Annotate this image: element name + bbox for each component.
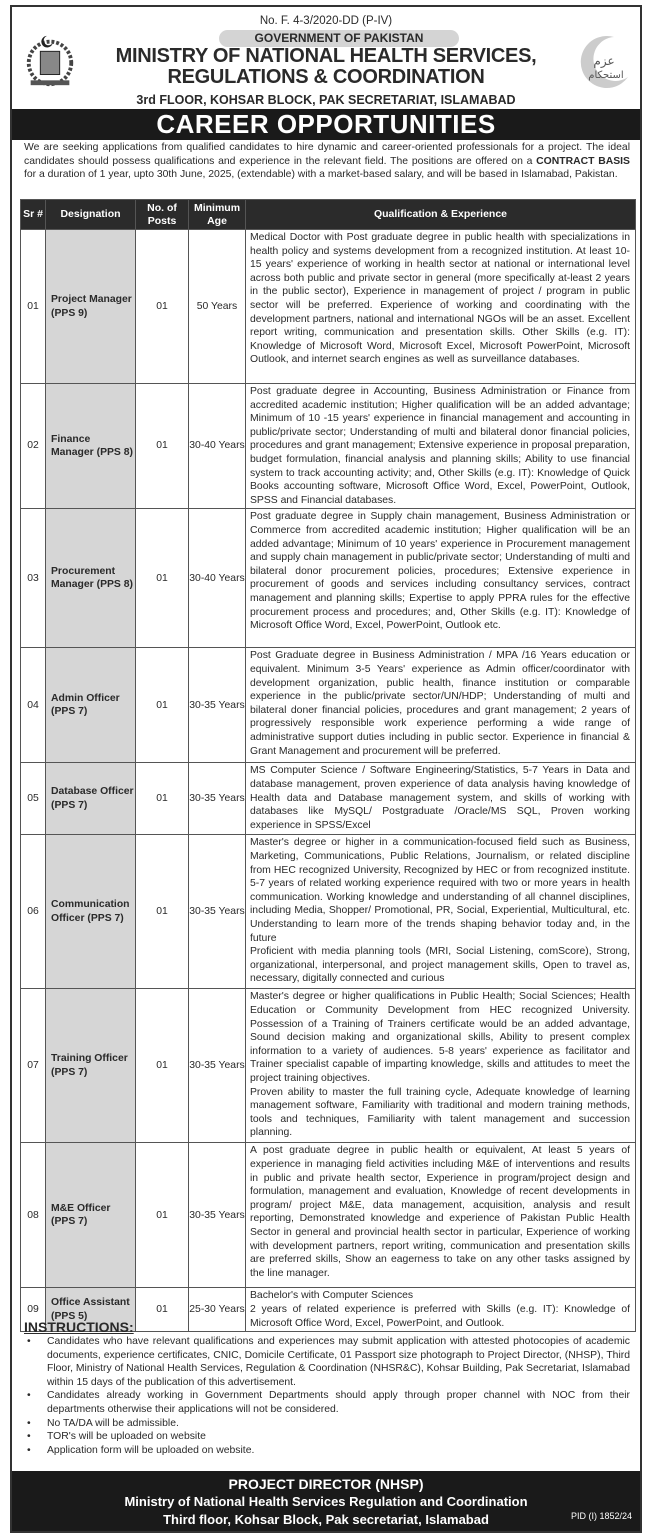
ministry-name	[12, 46, 640, 88]
table-row	[21, 230, 636, 384]
instruction-item: • Candidates already working in Government Departments should apply through proper channel with NOC from their departments otherwise their applications will not be considered.	[24, 1389, 630, 1416]
qualification-cell: Post graduate degree in Accounting, Business Administration or Finance from accredited academic institution; Higher qualification will be an added advantage; Minimum of 10 -15 years' experience in financial management and accounting in public/private sector; Understanding of multi and bilateral donor financial policies, procedures and grant management; Extensive experience in proposal preparation, budget formulation, financial analysis and planning skills; Ability to use financial system to track accounting activity; and, Other Skills (e.g. IT): Knowledge of Quick Books accounting software, Microsoft Office Word, Excel, PowerPoint, Outlook, SPSS and Financial databases.	[246, 384, 636, 509]
age-cell: 30-35 Years	[189, 989, 246, 1143]
footer-address: Third floor, Kohsar Block, Pak secretariat, Islamabad	[163, 1512, 489, 1527]
qualification-cell: Master's degree or higher qualifications in Public Health; Social Sciences; Health Education or Community Development from HEC recognized University. Possession of a Training of Trainers certificate would be an added advantage, Sound decision making and organizational skills, Ability to present complex information to a variety of audiences. 5-8 years' experience as facilitator and Trainer specialist capable of imparting knowledge, skills and attitudes to meet the project training objectives. Proven ability to master the full training cycle, Adequate knowledge of learning management software, Familiarity with traditional and modern training methods, tools and techniques, Familiarity with talent management and succession planning.	[246, 989, 636, 1143]
sr-cell: 08	[21, 1143, 46, 1288]
contract-basis: CONTRACT BASIS	[536, 155, 630, 167]
intro-text: We are seeking applications from qualified candidates to hire dynamic and career-oriented professionals for a project. The ideal candidates should possess qualifications and experience in the relevant field. The positions are offered on a	[24, 142, 630, 167]
page-title: CAREER OPPORTUNITIES	[12, 109, 640, 140]
ministry-address: 3rd FLOOR, KOHSAR BLOCK, PAK SECRETARIAT, ISLAMABAD	[136, 93, 516, 107]
age-cell: 30-35 Years	[189, 763, 246, 835]
posts-cell: 01	[136, 989, 189, 1143]
qualification-cell: Medical Doctor with Post graduate degree in public health with specializations in health policy and systems development from a recognized institution. At least 10- 15 years' experience of working in health sector at national or international level across both public and private sector in general (more specifically at-least 2 years in the public sector), Experience in management of project / program in public sector will be preferred. Experience of working and coordinating with the development partners, national and international NGOs will be an asset. Excellent report writing, communication and presentation skills. Other Skills (e.g. IT): Knowledge of Microsoft Word, Microsoft Excel, Microsoft PowerPoint, Microsoft Outlook, and internet search engines as well as surveillance databases.	[246, 230, 636, 384]
table-row	[21, 989, 636, 1143]
designation-cell: Procurement Manager (PPS 8)	[46, 509, 136, 648]
instruction-item: • Candidates who have relevant qualifications and experiences may submit application with attested photocopies of academic documents, experience certificates, CNIC, Domicile Certificate, 01 Passport size photograph to Project Director, (NHSP), Third Floor, Ministry of National Health Services, Regulation & Coordination (NHSR&C), Kohsar Building, Pak Secretariat, Islamabad within 15 days of the publication of this advertisement.	[24, 1335, 630, 1389]
instructions-list	[24, 1335, 630, 1457]
ministry-line1: MINISTRY OF NATIONAL HEALTH SERVICES,	[115, 45, 537, 67]
qualification-cell: MS Computer Science / Software Engineering/Statistics, 5-7 Years in Data and database management, proven experience of data analysis having knowledge of Health data and Database management system, and skills of working with databases like MySQL/ Postgraduate /Oracle/MS SQL, Proven working experience in SPSS/Excel	[246, 763, 636, 835]
col-sr: Sr #	[21, 200, 46, 230]
svg-text:استحکام: استحکام	[588, 70, 624, 81]
footer-ministry: Ministry of National Health Services Regulation and Coordination	[124, 1494, 528, 1509]
designation-cell: M&E Officer (PPS 7)	[46, 1143, 136, 1288]
col-designation: Designation	[46, 200, 136, 230]
designation-cell: Database Officer (PPS 7)	[46, 763, 136, 835]
sr-cell: 01	[21, 230, 46, 384]
intro-paragraph	[24, 141, 630, 182]
sr-cell: 07	[21, 989, 46, 1143]
qualification-cell: A post graduate degree in public health or equivalent, At least 5 years of experience in managing field activities including M&E of interventions and results in public and private health sector, Experience in program/project design and formulation, management and evaluation, Knowledge of recent developments in program/ project M&E, data management, acquisition, analysis and result reporting, Demonstrated knowledge and experience of Pakistan Public Health Sector in general and provincial health sector in particular, Experience of working with development partners, report writing, communication and presentation skills are preferred skills, Show an eagerness to take on any other tasks assigned by the line manager.	[246, 1143, 636, 1288]
sr-cell: 06	[21, 835, 46, 989]
footer	[12, 1471, 640, 1531]
azm-e-istehkam-logo-icon	[574, 31, 634, 91]
posts-cell: 01	[136, 1143, 189, 1288]
designation-cell: Project Manager (PPS 9)	[46, 230, 136, 384]
qualification-cell: Master's degree or higher in a communication-focused field such as Business, Marketing, Communications, Public Relations, Journalism, or related discipline from HEC recognized University, Recognized by HEC or from recognized institute. 5-7 years of related working experience required with two or more years in health communication. Working knowledge and understanding of all channel disciplines, including Media, Shopper/ Promotional, PR, Social, Experiential, Multicultural, etc. Understanding to learn more of the trends shaping behavior today and, in the future Proficient with media planning tools (MRI, Social Listening, comScore), Strong, organizational, interpersonal, and project management skills, Open to travel as, necessary, digitally connected and curious	[246, 835, 636, 989]
designation-cell: Admin Officer (PPS 7)	[46, 648, 136, 763]
government-label: GOVERNMENT OF PAKISTAN	[219, 30, 459, 47]
posts-cell: 01	[136, 763, 189, 835]
age-cell: 25-30 Years	[189, 1288, 246, 1332]
designation-cell: Finance Manager (PPS 8)	[46, 384, 136, 509]
intro-text-2: for a duration of 1 year, upto 30th June, 2025, (extendable) with a market-based salary, and will be based in Islamabad, Pakistan.	[24, 169, 618, 181]
designation-cell: Communication Officer (PPS 7)	[46, 835, 136, 989]
instruction-item: • Application form will be uploaded on website.	[24, 1444, 630, 1458]
posts-cell: 01	[136, 648, 189, 763]
designation-cell: Training Officer (PPS 7)	[46, 989, 136, 1143]
col-qualification: Qualification & Experience	[246, 200, 636, 230]
posts-cell: 01	[136, 835, 189, 989]
instructions	[24, 1319, 630, 1457]
instruction-item: • TOR's will be uploaded on website	[24, 1430, 630, 1444]
advertisement	[10, 5, 642, 1533]
qualification-cell: Bachelor's with Computer Sciences 2 years of related experience is preferred with Skills (e.g. IT): Knowledge of Microsoft Office Word, Excel, PowerPoint, and Outlook.	[246, 1288, 636, 1332]
positions-table	[20, 199, 636, 1332]
ministry-line2: REGULATIONS & COORDINATION	[167, 66, 485, 88]
age-cell: 30-35 Years	[189, 835, 246, 989]
qualification-cell: Post Graduate degree in Business Administration / MPA /16 Years education or equivalent. Minimum 3-5 Years' experience as Admin officer/coordinator with development organization, public health, finance institution or comparable experience in the public/private sector/UN/HDP; Understanding of multi and bilateral doner financial policies, procedures and grant management; 2 years of progressively responsible work experience performing a wide range of administrative support duties including in public sector. Experience in financial & Grant Management and procurement will be preferred.	[246, 648, 636, 763]
col-posts: No. of Posts	[136, 200, 189, 230]
instructions-title: INSTRUCTIONS:	[24, 1319, 134, 1335]
table-row	[21, 384, 636, 509]
sr-cell: 09	[21, 1288, 46, 1332]
sr-cell: 04	[21, 648, 46, 763]
posts-cell: 01	[136, 1288, 189, 1332]
sr-cell: 02	[21, 384, 46, 509]
table-row	[21, 1143, 636, 1288]
footer-title: PROJECT DIRECTOR (NHSP)	[228, 1476, 424, 1492]
age-cell: 30-40 Years	[189, 384, 246, 509]
age-cell: 30-35 Years	[189, 648, 246, 763]
table-row	[21, 648, 636, 763]
age-cell: 50 Years	[189, 230, 246, 384]
posts-cell: 01	[136, 384, 189, 509]
designation-cell: Office Assistant (PPS 5)	[46, 1288, 136, 1332]
pid-number: PID (I) 1852/24	[570, 1511, 632, 1521]
age-cell: 30-35 Years	[189, 1143, 246, 1288]
age-cell: 30-40 Years	[189, 509, 246, 648]
col-age: Minimum Age	[189, 200, 246, 230]
table-row	[21, 763, 636, 835]
table-row	[21, 509, 636, 648]
posts-cell: 01	[136, 230, 189, 384]
sr-cell: 03	[21, 509, 46, 648]
sr-cell: 05	[21, 763, 46, 835]
reference-number: No. F. 4-3/2020-DD (P-IV)	[259, 15, 393, 27]
svg-text:عزم: عزم	[593, 54, 615, 68]
posts-cell: 01	[136, 509, 189, 648]
qualification-cell: Post graduate degree in Supply chain management, Business Administration or Commerce from accredited academic institution; Higher qualification will be an added advantage; Minimum of 10 years' experience in Procurement management and supply chain management in public/private sector; Understanding of multi and bilateral donor procurement policies, procedures; Extensive experience in procurement of goods and services including consultancy services, contract management and planning skills; Expertise to apply PPRA rules for the effective procurement process and procedures; and, Other Skills (e.g. IT): Knowledge of Microsoft Office Word, Excel, PowerPoint, Outlook etc.	[246, 509, 636, 648]
instruction-item: • No TA/DA will be admissible.	[24, 1417, 630, 1431]
table-row	[21, 835, 636, 989]
